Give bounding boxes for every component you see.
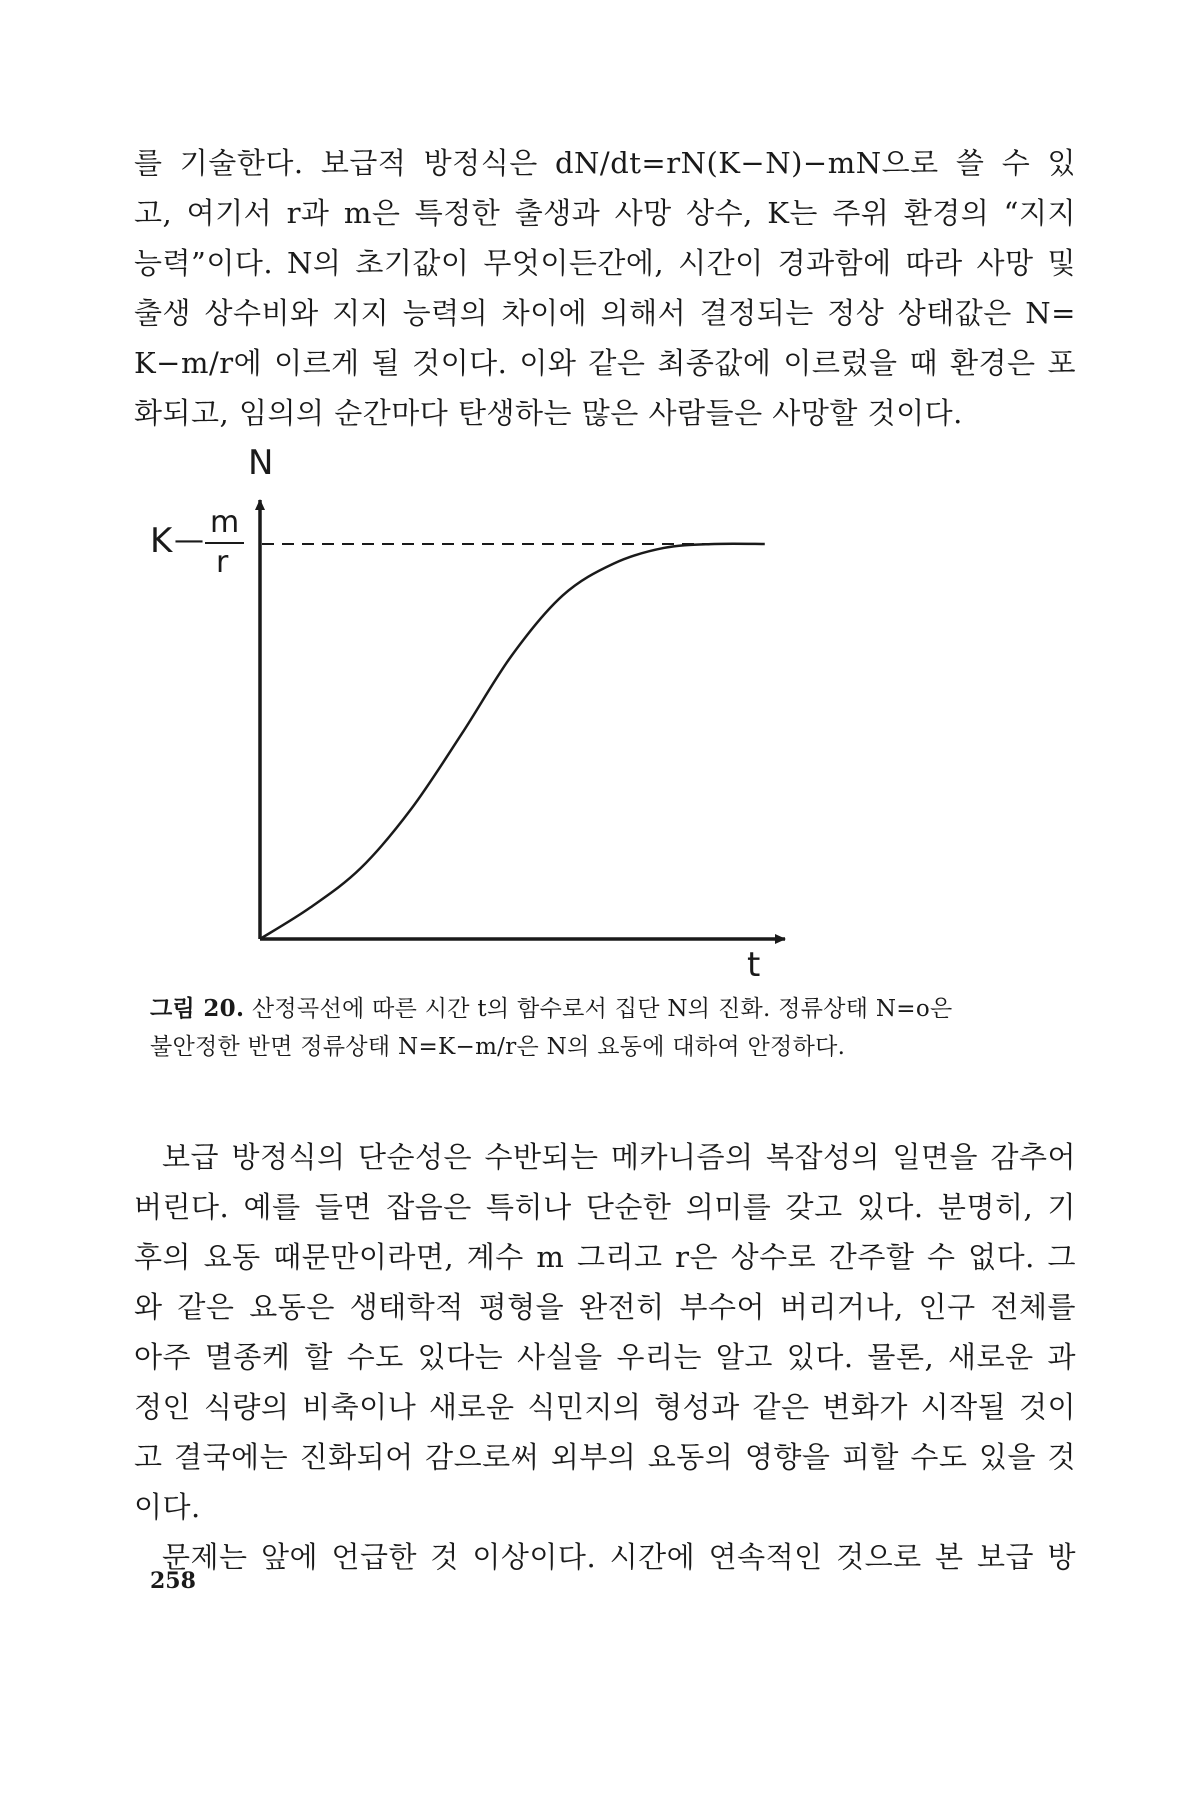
paragraph-line: 와 같은 요동은 생태학적 평형을 완전히 부수어 버리거나, 인구 전체를 [134, 1290, 1076, 1324]
asymptote-label-numerator: m [210, 505, 240, 540]
paragraph-line: 고 결국에는 진화되어 감으로써 외부의 요동의 영향을 피할 수도 있을 것 [134, 1440, 1076, 1474]
asymptote-label-dash: — [174, 523, 204, 558]
asymptote-label-k: K [150, 521, 173, 561]
asymptote-label-denominator: r [216, 545, 229, 580]
series-line [260, 544, 765, 939]
paragraph-line: 이다. [134, 1490, 201, 1524]
paragraph-line: 능력”이다. N의 초기값이 무엇이든간에, 시간이 경과함에 따라 사망 및 [134, 246, 1076, 280]
caption-text-2: 불안정한 반면 정류상태 N=K−m/r은 N의 요동에 대하여 안정하다. [150, 1034, 846, 1060]
paragraph-line: 보급 방정식의 단순성은 수반되는 메카니즘의 복잡성의 일면을 감추어 [162, 1140, 1076, 1174]
paragraph-line: 화되고, 임의의 순간마다 탄생하는 많은 사람들은 사망할 것이다. [134, 396, 963, 430]
series-layer [260, 544, 765, 939]
caption-number: 그림 20. [150, 995, 245, 1022]
paragraph-line: 문제는 앞에 언급한 것 이상이다. 시간에 연속적인 것으로 본 보급 방 [162, 1540, 1076, 1574]
paragraph-line: 를 기술한다. 보급적 방정식은 dN/dt=rN(K−N)−mN으로 쓸 수 있 [134, 146, 1076, 180]
figure-caption [150, 990, 1050, 1066]
paragraph-bottom [134, 1132, 1076, 1582]
caption-line-1 [150, 990, 1050, 1028]
paragraph-line: K−m/r에 이르게 될 것이다. 이와 같은 최종값에 이르렀을 때 환경은 포 [134, 346, 1076, 380]
caption-text-1: 산정곡선에 따른 시간 t의 함수로서 집단 N의 진화. 정류상태 N=o은 [251, 996, 953, 1022]
paragraph-top [134, 138, 1076, 438]
paragraph-line: 고, 여기서 r과 m은 특정한 출생과 사망 상수, K는 주위 환경의 “지지 [134, 196, 1076, 230]
paragraph-line: 후의 요동 때문만이라면, 계수 m 그리고 r은 상수로 간주할 수 없다. 그 [134, 1240, 1076, 1274]
paragraph-line: 버린다. 예를 들면 잡음은 특히나 단순한 의미를 갖고 있다. 분명히, 기 [134, 1190, 1076, 1224]
paragraph-line: 아주 멸종케 할 수도 있다는 사실을 우리는 알고 있다. 물론, 새로운 과 [134, 1340, 1076, 1374]
paragraph-line: 출생 상수비와 지지 능력의 차이에 의해서 결정되는 정상 상태값은 N= [134, 296, 1076, 330]
logistic-curve-figure [150, 443, 950, 1000]
paragraph-line: 정인 식량의 비축이나 새로운 식민지의 형성과 같은 변화가 시작될 것이 [134, 1390, 1076, 1424]
x-axis-label: t [747, 945, 761, 985]
y-axis-label: N [248, 443, 274, 483]
figure-svg [150, 443, 950, 1000]
page-number: 258 [150, 1568, 196, 1594]
